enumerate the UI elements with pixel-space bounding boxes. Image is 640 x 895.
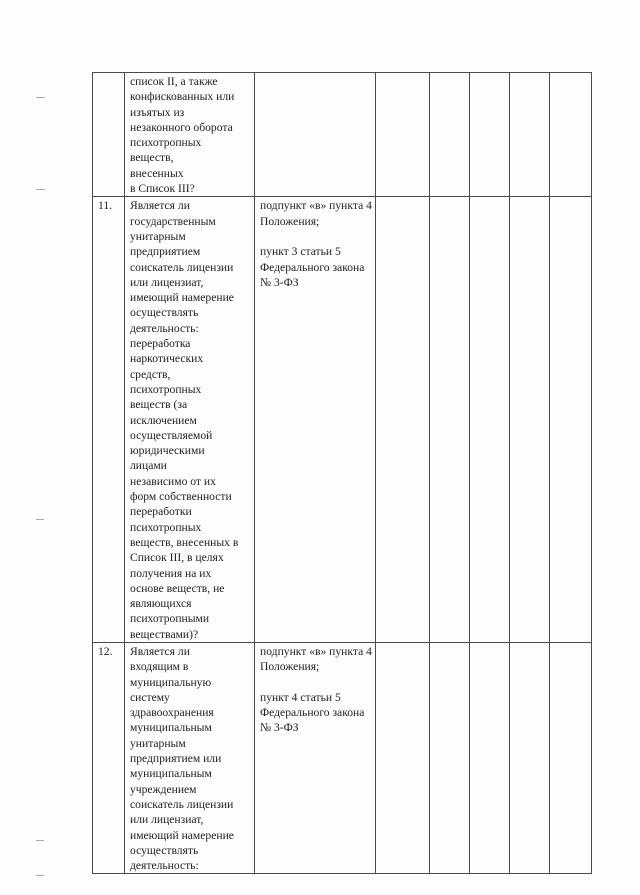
text-line: осуществляемой (130, 428, 213, 442)
text-line: государственным (130, 214, 216, 228)
check-cell-4 (510, 73, 550, 197)
text-line (260, 675, 371, 690)
question-cell (125, 642, 255, 873)
question-cell (125, 197, 255, 643)
table-row (93, 73, 592, 197)
text-line: деятельность: (130, 321, 199, 335)
row-number: 11. (93, 197, 125, 643)
text-line: учреждением (130, 782, 197, 796)
text-line: пункт 3 статьи 5 (260, 245, 341, 259)
text-line: список II, а также (130, 75, 218, 88)
notes-cell (550, 197, 592, 643)
reference-cell (255, 73, 376, 197)
text-line: переработка (130, 337, 191, 351)
text-line: веществ, внесенных в (130, 535, 239, 549)
text-line: имеющий намерение (130, 291, 234, 305)
text-line: № 3-ФЗ (260, 275, 299, 289)
scan-speck (36, 519, 44, 520)
text-line: лицами (130, 459, 167, 473)
check-cell-no (430, 197, 470, 643)
text-line: исключением (130, 413, 197, 427)
text-line: средств, (130, 367, 171, 381)
text-line: пункт 4 статьи 5 (260, 690, 341, 704)
text-line: Положения; (260, 660, 320, 674)
check-cell-no (430, 642, 470, 873)
text-line: внесенных (130, 166, 184, 180)
scan-speck (36, 840, 44, 841)
text-line: наркотических (130, 352, 204, 366)
text-line: в Список III? (130, 182, 195, 196)
scan-speck (36, 875, 44, 876)
text-line: получения на их (130, 566, 212, 580)
text-line: входящим в (130, 660, 189, 674)
reference-cell (255, 197, 376, 643)
text-line: веществами)? (130, 627, 199, 641)
text-line: Федерального закона (260, 706, 365, 720)
text-line: психотропных (130, 136, 202, 150)
text-line: систему (130, 690, 170, 704)
text-line: психотропных (130, 382, 202, 396)
table-row (93, 642, 592, 873)
text-line: незаконного оборота (130, 120, 233, 134)
check-cell-yes (376, 642, 430, 873)
text-line: унитарным (130, 229, 186, 243)
text-line: Является ли (130, 644, 190, 658)
text-line: Является ли (130, 199, 190, 213)
text-line: соискатель лицензии (130, 260, 234, 274)
text-line: веществ, (130, 151, 174, 165)
table-row (93, 197, 592, 643)
text-line: осуществлять (130, 306, 199, 320)
text-line: имеющий намерение (130, 828, 234, 842)
text-line: № 3-ФЗ (260, 721, 299, 735)
text-line: психотропными (130, 612, 210, 626)
row-number: 12. (93, 642, 125, 873)
check-cell-4 (510, 197, 550, 643)
reference-cell (255, 642, 376, 873)
question-cell (125, 73, 255, 197)
check-cell-4 (510, 642, 550, 873)
text-line: унитарным (130, 736, 186, 750)
text-line: деятельность: (130, 859, 199, 873)
text-line: Положения; (260, 214, 320, 228)
text-line: являющихся (130, 597, 192, 611)
text-line: осуществлять (130, 843, 199, 857)
text-line: психотропных (130, 520, 202, 534)
text-line: независимо от их (130, 474, 216, 488)
check-cell-yes (376, 73, 430, 197)
text-line: предприятием или (130, 752, 222, 766)
check-cell-na (470, 197, 510, 643)
notes-cell (550, 73, 592, 197)
row-number (93, 73, 125, 197)
check-cell-na (470, 73, 510, 197)
text-line (260, 229, 371, 244)
text-line: муниципальным (130, 721, 212, 735)
text-line: или лицензиат, (130, 813, 204, 827)
requirements-table (92, 72, 592, 874)
text-line: основе веществ, не (130, 581, 225, 595)
text-line: веществ (за (130, 398, 188, 412)
text-line: муниципальным (130, 767, 212, 781)
notes-cell (550, 642, 592, 873)
text-line: здравоохранения (130, 706, 214, 720)
text-line: конфискованных или (130, 90, 235, 104)
text-line: подпункт «в» пункта 4 (260, 199, 372, 213)
text-line: или лицензиат, (130, 275, 204, 289)
text-line: форм собственности (130, 490, 232, 504)
check-cell-no (430, 73, 470, 197)
text-line: Федерального закона (260, 260, 365, 274)
text-line: Список III, в целях (130, 551, 224, 565)
text-line: подпункт «в» пункта 4 (260, 644, 372, 658)
check-cell-yes (376, 197, 430, 643)
text-line: юридическими (130, 444, 205, 458)
text-line: муниципальную (130, 675, 212, 689)
text-line: предприятием (130, 245, 201, 259)
check-cell-na (470, 642, 510, 873)
text-line: соискатель лицензии (130, 797, 234, 811)
text-line: переработки (130, 505, 192, 519)
scan-speck (36, 97, 45, 98)
scan-speck (36, 189, 45, 190)
text-line: изъятых из (130, 105, 185, 119)
